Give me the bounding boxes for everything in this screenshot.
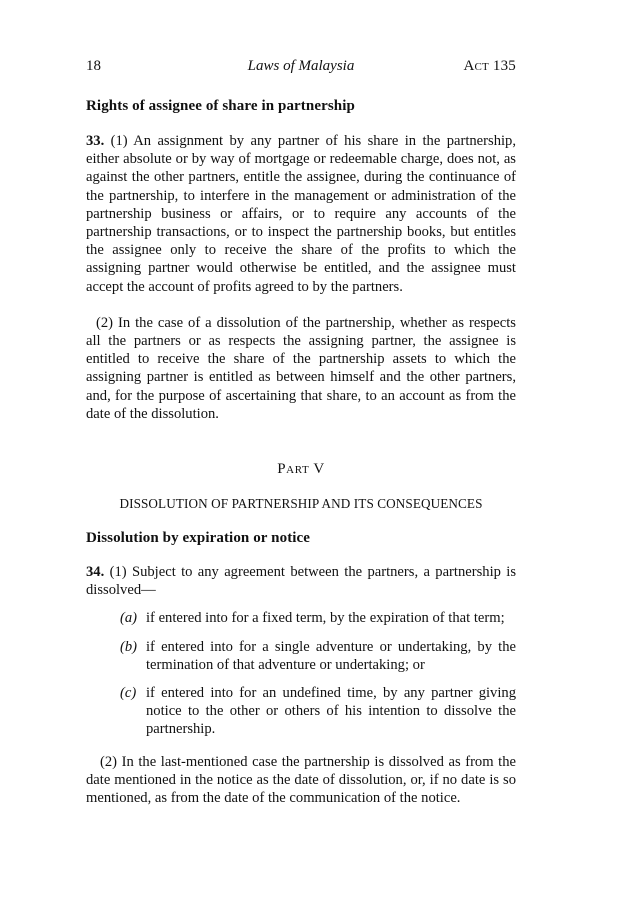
section-33-para-1 (86, 132, 516, 296)
section-33-number: 33. (86, 133, 105, 149)
part-title: DISSOLUTION OF PARTNERSHIP AND ITS CONSEQUENCES (119, 496, 483, 512)
list-item-c (86, 684, 516, 739)
section-34-intro-text: (1) Subject to any agreement between the partners, a partnership is dissolved— (86, 564, 516, 599)
page-number: 18 (86, 58, 101, 74)
section-34-para-2: (2) In the last-mentioned case the partnership is dissolved as from the date mentioned in the notice as the date of dissolution, or, if no date is so mentioned, as from the date of the communication of the notice. (86, 753, 516, 807)
list-item-a (86, 609, 516, 627)
section-33-para-1-text: (1) An assignment by any partner of his share in the partnership, either absolute or by way of mortgage or redeemable charge, does not, as against the other partners, entitle the assignee, during the continuance of the partnership, to interfere in the management or administration of the partnership business or affairs, or to require any accounts of the partnership transactions, or to inspect the partnership books, but entitles the assignee only to receive the share of the profits to which the assigning partner would otherwise be entitled, and the assignee must accept the account of profits agreed to by the partners. (86, 133, 516, 295)
document-page (86, 58, 516, 807)
header-act: Act 135 (463, 58, 516, 74)
list-item-label: (c) (120, 685, 137, 702)
list-item-text: if entered into for a single adventure or undertaking, by the termination of that adventure or undertaking; or (146, 638, 516, 673)
running-header (86, 58, 516, 80)
list-item-label: (b) (120, 638, 138, 655)
section-33-para-2: (2) In the case of a dissolution of the partnership, whether as respects all the partners or as respects the assigning partner, the assignee is entitled to receive the share of the partnership assets to which the assigning partner is entitled as between himself and the other partners, and, for the purpose of ascertaining that share, to an account as from the date of the dissolution. (86, 314, 516, 422)
list-item-label: (a) (120, 610, 138, 627)
section-34-intro (86, 563, 516, 599)
list-item-text: if entered into for a fixed term, by the expiration of that term; (146, 610, 505, 627)
list-item-b (86, 638, 516, 674)
part-label: Part V (277, 461, 325, 478)
header-title: Laws of Malaysia (247, 58, 355, 74)
section-34-heading: Dissolution by expiration or notice (86, 530, 311, 547)
section-33-heading: Rights of assignee of share in partnership (86, 98, 355, 114)
section-34-number: 34. (86, 564, 105, 581)
list-item-text: if entered into for an undefined time, by any partner giving notice to the other or others of his intention to dissolve the partnership. (146, 685, 516, 738)
